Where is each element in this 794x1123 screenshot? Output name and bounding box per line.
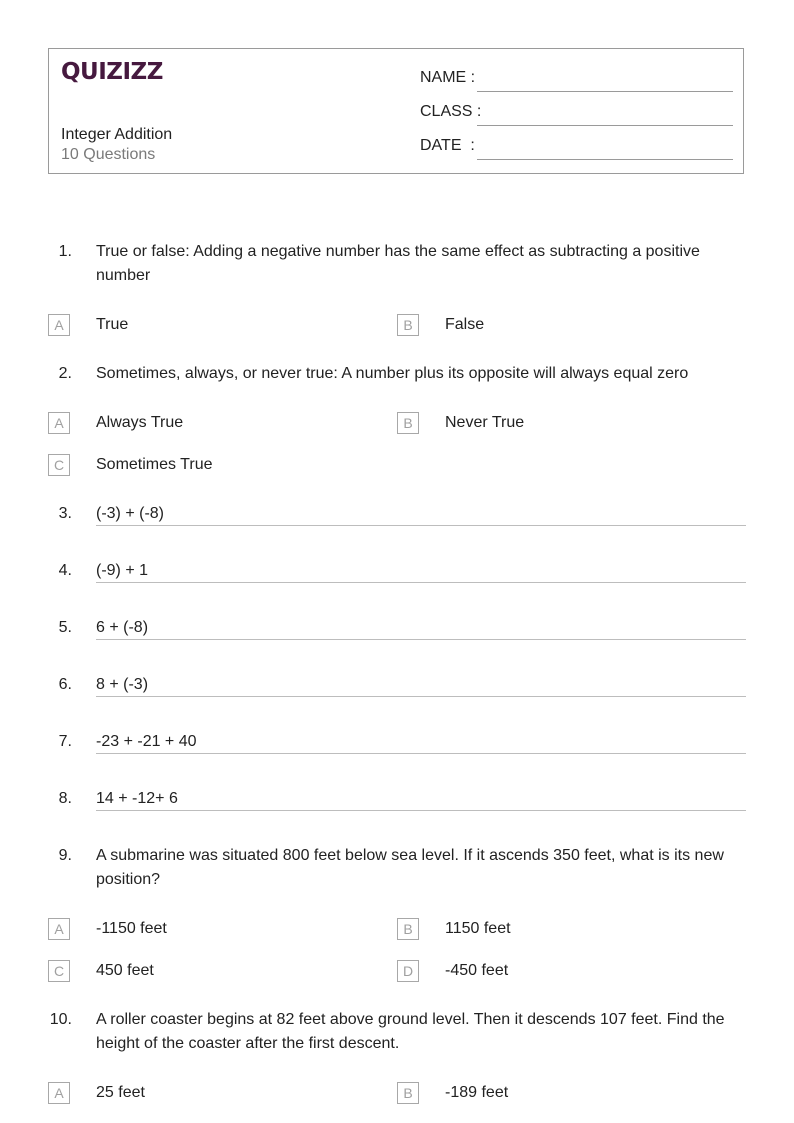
option-a-box[interactable]: A — [48, 1082, 70, 1104]
option-a-box[interactable]: A — [48, 918, 70, 940]
question-number: 2. — [58, 365, 72, 382]
date-field[interactable] — [420, 137, 733, 161]
date-label: DATE : — [420, 137, 475, 154]
class-label: CLASS : — [420, 103, 482, 120]
question-text-line: height of the coaster after the first descent. — [96, 1035, 400, 1052]
date-line — [477, 159, 733, 160]
question-text: -23 + -21 + 40 — [96, 733, 197, 750]
question-text — [96, 240, 700, 288]
answer-line[interactable] — [96, 753, 746, 754]
option-a-text: -1150 feet — [96, 920, 167, 937]
option-a-box[interactable]: A — [48, 314, 70, 336]
option-b-box[interactable]: B — [397, 918, 419, 940]
name-label: NAME : — [420, 69, 476, 86]
question-text: 8 + (-3) — [96, 676, 149, 693]
option-b-text: False — [445, 316, 485, 333]
quizizz-logo: QUIZIZZ — [61, 59, 163, 85]
answer-line[interactable] — [96, 582, 746, 583]
option-a-text: True — [96, 316, 129, 333]
answer-line[interactable] — [96, 810, 746, 811]
question-number: 10. — [49, 1011, 72, 1028]
question-text-line: A submarine was situated 800 feet below sea level. If it ascends 350 feet, what is its new — [96, 847, 724, 864]
option-c-box[interactable]: C — [48, 454, 70, 476]
question-text-line: number — [96, 267, 151, 284]
question-text-line: True or false: Adding a negative number has the same effect as subtracting a positive — [96, 243, 700, 260]
question-text: Sometimes, always, or never true: A number plus its opposite will always equal zero — [96, 365, 689, 382]
option-d-text: -450 feet — [445, 962, 509, 979]
question-text — [96, 1008, 725, 1056]
question-text-line: position? — [96, 871, 161, 888]
question-number: 8. — [58, 790, 72, 807]
option-c-box[interactable]: C — [48, 960, 70, 982]
question-text: 14 + -12+ 6 — [96, 790, 178, 807]
option-b-text: -189 feet — [445, 1084, 509, 1101]
option-a-box[interactable]: A — [48, 412, 70, 434]
question-text: (-9) + 1 — [96, 562, 149, 579]
class-field[interactable] — [420, 103, 733, 127]
option-d-box[interactable]: D — [397, 960, 419, 982]
option-b-box[interactable]: B — [397, 1082, 419, 1104]
question-text-line: A roller coaster begins at 82 feet above ground level. Then it descends 107 feet. Find the — [96, 1011, 725, 1028]
option-b-box[interactable]: B — [397, 314, 419, 336]
worksheet-header — [48, 48, 744, 174]
answer-line[interactable] — [96, 525, 746, 526]
option-a-text: 25 feet — [96, 1084, 145, 1101]
option-b-text: 1150 feet — [445, 920, 511, 937]
question-text: 6 + (-8) — [96, 619, 149, 636]
question-number: 5. — [58, 619, 72, 636]
question-count: 10 Questions — [61, 146, 156, 163]
question-number: 7. — [58, 733, 72, 750]
name-line — [477, 91, 733, 92]
option-c-text: 450 feet — [96, 962, 154, 979]
question-text: (-3) + (-8) — [96, 505, 164, 522]
worksheet-title: Integer Addition — [61, 126, 173, 143]
class-line — [477, 125, 733, 126]
answer-line[interactable] — [96, 639, 746, 640]
option-b-text: Never True — [445, 414, 525, 431]
option-a-text: Always True — [96, 414, 184, 431]
question-text — [96, 844, 724, 892]
question-number: 6. — [58, 676, 72, 693]
answer-line[interactable] — [96, 696, 746, 697]
question-number: 3. — [58, 505, 72, 522]
option-b-box[interactable]: B — [397, 412, 419, 434]
question-number: 1. — [58, 243, 72, 260]
option-c-text: Sometimes True — [96, 456, 213, 473]
question-number: 9. — [58, 847, 72, 864]
name-field[interactable] — [420, 69, 733, 93]
question-number: 4. — [58, 562, 72, 579]
